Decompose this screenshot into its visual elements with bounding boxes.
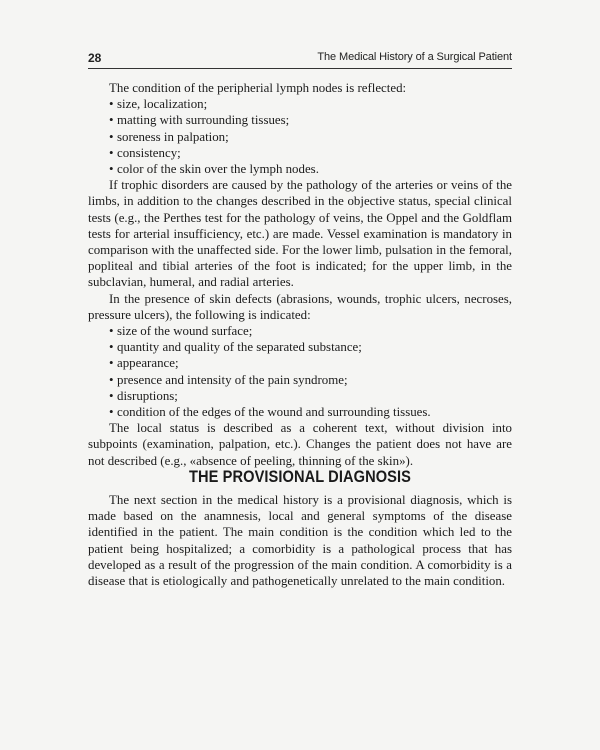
list-item: • condition of the edges of the wound and surrounding tissues. <box>109 405 431 420</box>
list-item: • appearance; <box>109 356 179 371</box>
list-item: • consistency; <box>109 145 181 160</box>
lymph-and-local-status-section <box>88 80 512 469</box>
list-item: • size of the wound surface; <box>109 324 253 339</box>
wound-criteria-list <box>88 323 512 420</box>
list-item: • matting with surrounding tissues; <box>109 113 290 128</box>
local-status-paragraph: The local status is described as a coherent text, without division into subpoints (examination, palpation, etc.). Changes the patient does not have are not described (e.g., «absence of peeling, thinning of the skin»). <box>88 421 512 468</box>
lymph-node-criteria-list <box>88 96 512 177</box>
header-divider <box>88 68 512 69</box>
list-item: • soreness in palpation; <box>109 129 229 144</box>
list-item: • presence and intensity of the pain syndrome; <box>109 372 348 387</box>
section-heading: THE PROVISIONAL DIAGNOSIS <box>188 467 412 486</box>
trophic-disorders-paragraph: If trophic disorders are caused by the pathology of the arteries or veins of the limbs, in addition to the changes described in the objective status, special clinical tests (e.g., the Perthes test for the pathology of veins, the Oppel and the Goldflam tests for arterial insufficiency, etc.) are made. Vessel examination is mandatory in comparison with the unaffected side. For the lower limb, pulsation in the femoral, popliteal and tibial arteries of the foot is indicated; for the upper limb, in the subclavian, humeral, and radial arteries. <box>88 178 512 290</box>
list-item: • color of the skin over the lymph nodes. <box>109 162 319 177</box>
provisional-diagnosis-paragraph: The next section in the medical history is a provisional diagnosis, which is made based on the anamnesis, local and general symptoms of the disease identified in the patient. The main condition is the condition which led to the patient being hospitalized; a comorbidity is a pathological process that has developed as a result of the progression of the main condition. A comorbidity is a disease that is etiologically and pathogenetically unrelated to the main condition. <box>88 493 512 589</box>
page-number: 28 <box>88 51 102 65</box>
running-title: The Medical History of a Surgical Patient <box>317 51 512 63</box>
lymph-nodes-intro: The condition of the peripherial lymph nodes is reflected: <box>109 81 407 95</box>
list-item: • disruptions; <box>109 388 178 403</box>
provisional-diagnosis-section <box>88 492 512 589</box>
list-item: • size, localization; <box>109 97 208 112</box>
list-item: • quantity and quality of the separated substance; <box>109 340 362 355</box>
skin-defects-paragraph: In the presence of skin defects (abrasions, wounds, trophic ulcers, necroses, pressure ulcers), the following is indicated: <box>88 291 512 322</box>
page-header <box>88 50 512 68</box>
